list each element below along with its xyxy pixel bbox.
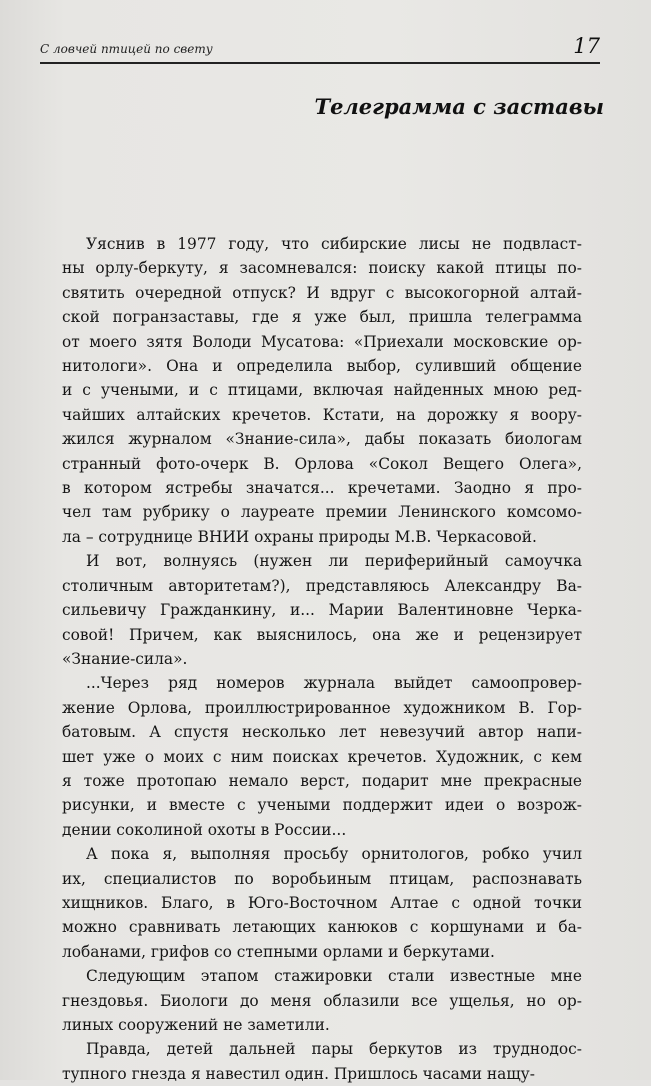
text-line: шет уже о моих с ним поисках кречетов. Художник, с кем [62, 747, 582, 766]
text-line: гнездовья. Биологи до меня облазили все ущелья, но ор- [62, 991, 582, 1010]
paragraph [62, 232, 582, 549]
text-line: ны орлу-беркуту, я засомневался: поиску какой птицы по- [62, 259, 582, 278]
text-line: странный фото-очерк В. Орлова «Сокол Вещего Олега», [62, 454, 582, 473]
text-line: тупного гнезда я навестил один. Пришлось часами нащу- [62, 1064, 535, 1083]
text-line: жение Орлова, проиллюстрированное художником В. Гор- [62, 698, 582, 717]
text-line: чел там рубрику о лауреате премии Ленинского комсомо- [62, 503, 582, 522]
text-line: можно сравнивать летающих канюков с коршунами и ба- [62, 918, 582, 937]
text-line: Следующим этапом стажировки стали известные мне [86, 967, 582, 986]
text-line: ла – сотруднице ВНИИ охраны природы М.В. Черкасовой. [62, 527, 537, 546]
text-line: «Знание-сила». [62, 649, 188, 668]
paragraph [62, 842, 582, 964]
text-line: А пока я, выполняя просьбу орнитологов, робко учил [86, 845, 582, 864]
text-line: батовым. А спустя несколько лет невезучий автор напи- [62, 723, 582, 742]
text-line: в котором ястребы значатся... кречетами. Заодно я про- [62, 479, 582, 498]
text-line: линых сооружений не заметили. [62, 1016, 330, 1034]
text-line: Уяснив в 1977 году, что сибирские лисы не подвласт- [86, 235, 582, 253]
text-line: сильевичу Гражданкину, и... Марии Валентиновне Черка- [62, 601, 582, 620]
paragraph [62, 549, 582, 671]
body-text [62, 232, 582, 1086]
paragraph [62, 671, 582, 842]
page-header [40, 32, 600, 64]
text-line: дении соколиной охоты в России... [62, 820, 347, 839]
page-number: 17 [573, 34, 600, 58]
text-line: нитологи». Она и определила выбор, суливший общение [62, 357, 582, 376]
header-rule [40, 62, 600, 64]
text-line: лобанами, грифов со степными орлами и беркутами. [62, 942, 495, 961]
text-line: совой! Причем, как выяснилось, она же и рецензирует [62, 625, 582, 644]
text-line: их, специалистов по воробьиным птицам, распознавать [62, 869, 582, 888]
text-line: жился журналом «Знание-сила», дабы показать биологам [62, 430, 582, 449]
text-line: хищников. Благо, в Юго-Восточном Алтае с одной точки [62, 893, 582, 912]
paragraph [62, 1037, 582, 1086]
text-line: чайших алтайских кречетов. Кстати, на дорожку я воору- [62, 405, 582, 424]
text-line: столичным авторитетам?), представляюсь Александру Ва- [62, 576, 582, 595]
chapter-title: Телеграмма с заставы [314, 94, 604, 119]
text-line: Правда, детей дальней пары беркутов из труднодос- [86, 1040, 582, 1059]
running-title: С ловчей птицей по свету [40, 42, 213, 56]
text-line: от моего зятя Володи Мусатова: «Приехали московские ор- [62, 332, 582, 351]
text-line: ...Через ряд номеров журнала выйдет самоопровер- [86, 674, 582, 693]
text-line: И вот, волнуясь (нужен ли периферийный самоучка [86, 552, 582, 571]
text-line: святить очередной отпуск? И вдруг с высокогорной алтай- [62, 283, 582, 302]
text-line: рисунки, и вместе с учеными поддержит идеи о возрож- [62, 796, 582, 815]
text-line: и с учеными, и с птицами, включая найденных мною ред- [62, 381, 582, 400]
paragraph [62, 964, 582, 1037]
text-line: ской погранзаставы, где я уже был, пришла телеграмма [62, 308, 582, 327]
text-line: я тоже протопаю немало верст, подарит мне прекрасные [62, 771, 582, 790]
